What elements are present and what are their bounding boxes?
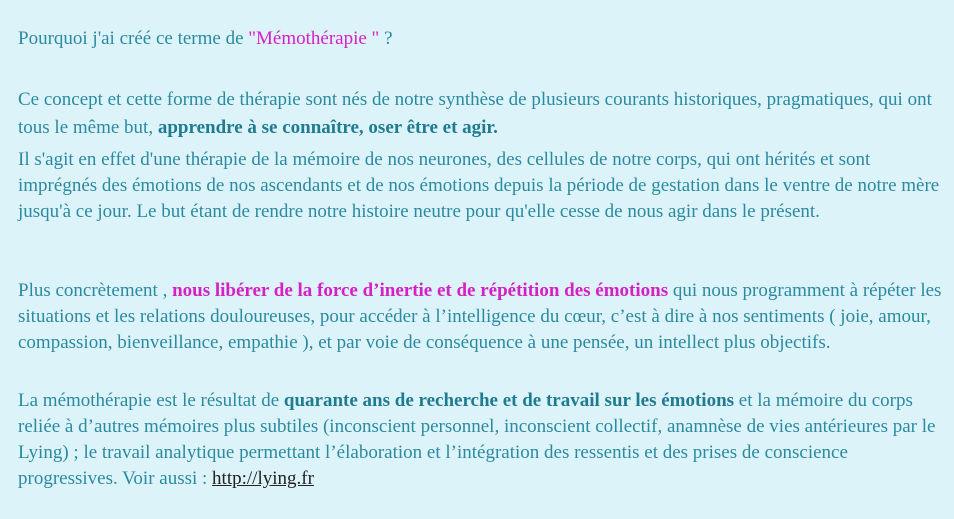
paragraph-concretely-suffix: qui nous programment à répéter les situations et les relations douloureuses, pour accéder à l’intelligence du cœur, c’est à dire à nos sentiments ( joie, amour, compassion, bienveillance, empathie ), et par voie de conséquence à une pensée, un intellect plus objectifs. xyxy=(18,280,942,353)
paragraph-concept-bold: apprendre à se connaître, oser être et agir. xyxy=(157,117,498,138)
question-prefix: Pourquoi j'ai créé ce terme de xyxy=(18,28,249,49)
paragraph-concretely-bold: nous libérer de la force d’inertie et de répétition des émotions xyxy=(172,280,669,301)
paragraph-memory-text: Il s'agit en effet d'une thérapie de la mémoire de nos neurones, des cellules de notre corps, qui ont hérités et sont imprégnés des émotions de nos ascendants et de nos émotions depuis la période de gestation dans le ventre de notre mère jusqu'à ce jour. Le but étant de rendre notre histoire neutre pour qu'elle cesse de nous agir dans le présent. xyxy=(18,149,940,222)
paragraph-result-prefix: La mémothérapie est le résultat de xyxy=(18,390,284,411)
paragraph-memory xyxy=(18,147,943,225)
question-suffix: ? xyxy=(379,28,393,49)
memotherapie-term: "Mémothérapie " xyxy=(248,28,380,49)
lying-link[interactable]: http://lying.fr xyxy=(212,468,314,489)
question-heading xyxy=(18,27,393,51)
paragraph-concept xyxy=(18,86,943,142)
paragraph-concretely-prefix: Plus concrètement , xyxy=(18,280,173,301)
paragraph-concretely xyxy=(18,278,943,356)
paragraph-result-bold: quarante ans de recherche et de travail sur les émotions xyxy=(283,390,735,411)
paragraph-result xyxy=(18,388,943,492)
paragraph-result-suffix: et la mémoire du corps reliée à d’autres mémoires plus subtiles (inconscient personnel, inconscient collectif, anamnèse de vies antérieures par le Lying) ; le travail analytique permettant l’élaboration et l’intégration des ressentis et des prises de conscience progressives. Voir aussi : xyxy=(18,390,936,489)
paragraph-concept-text: Ce concept et cette forme de thérapie sont nés de notre synthèse de plusieurs courants historiques, pragmatiques, qui ont tous le même but, xyxy=(18,89,932,138)
